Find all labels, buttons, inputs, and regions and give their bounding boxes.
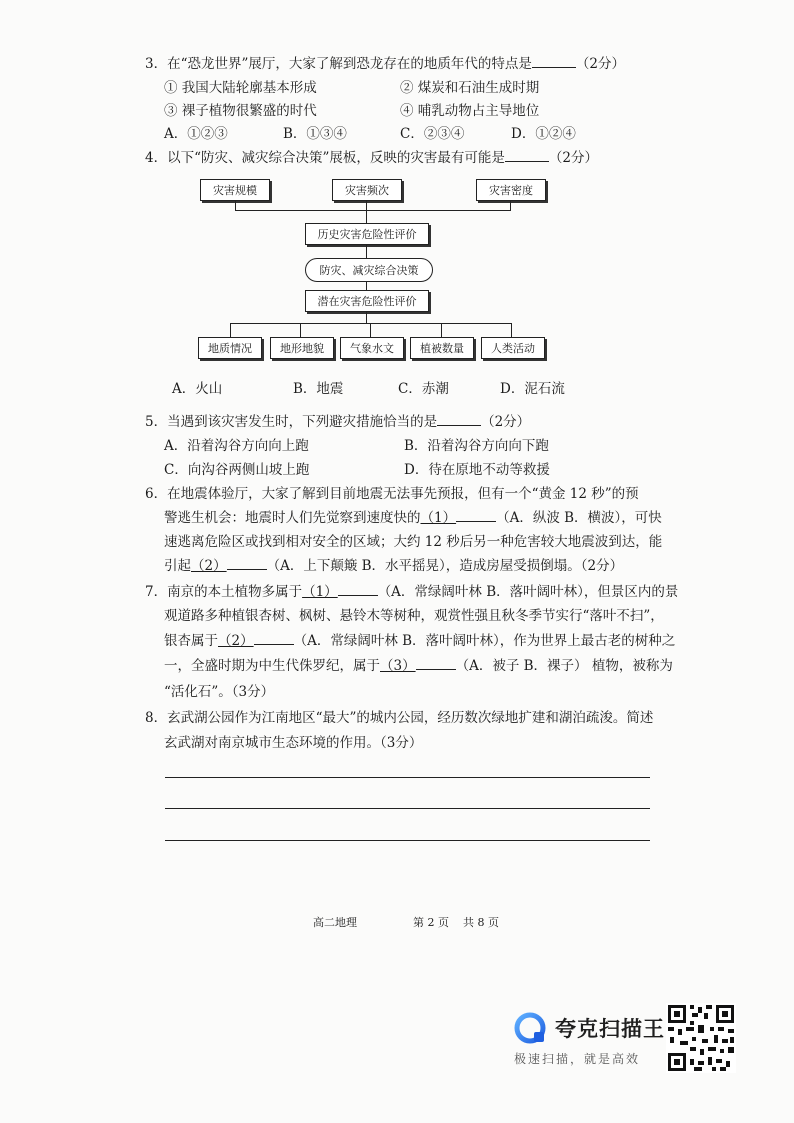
diagram-box-history: 历史灾害危险性评价	[305, 223, 429, 245]
q3-choice-d: D．①②④	[511, 126, 576, 142]
connector-line	[366, 281, 367, 290]
q3-answer-blank[interactable]	[532, 55, 576, 68]
q8-answer-line-2[interactable]	[165, 808, 650, 809]
q8-answer-line-3[interactable]	[165, 840, 650, 841]
diagram-box-potential: 潜在灾害危险性评价	[305, 290, 429, 312]
q4-stem-text: 4．以下“防灾、减灾综合决策”展板，反映的灾害最有可能是	[145, 150, 505, 166]
scanner-slogan: 极速扫描，就是高效	[514, 1052, 641, 1066]
q6-text: 引起	[164, 558, 191, 574]
q7-line-2: 观道路多种植银杏树、枫树、悬铃木等树种，观赏性强且秋冬季节实行“落叶不扫”，	[164, 608, 664, 624]
q3-choice-a: A．①②③	[164, 126, 228, 142]
scanner-brand-name: 夸克扫描王	[555, 1017, 665, 1041]
diagram-box-hydrology: 气象水文	[340, 337, 404, 359]
connector-line	[511, 323, 512, 337]
q7-line-3	[164, 629, 675, 649]
q6-text: （A．纵波 B．横波），可快	[496, 510, 662, 526]
q6-line-3: 速逃离危险区或找到相对安全的区域；大约 12 秒后另一种危害较大地震波到达，能	[164, 534, 663, 550]
q6-answer-blank-2[interactable]	[227, 557, 267, 570]
q4-choice-a: A．火山	[172, 381, 223, 397]
diagram-box-scale: 灾害规模	[200, 179, 270, 201]
q7-text: （A．常绿阔叶林 B．落叶阔叶林），但景区内的景	[377, 584, 679, 600]
q5-choice-c: C．向沟谷两侧山坡上跑	[164, 462, 310, 478]
diagram-box-center: 防灾、减灾综合决策	[305, 258, 433, 282]
q7-answer-blank-2[interactable]	[254, 632, 294, 645]
q8-line-1: 8．玄武湖公园作为江南地区“最大”的城内公园，经历数次绿地扩建和湖泊疏浚。简述	[145, 710, 654, 726]
q5-score: （2分）	[481, 414, 531, 430]
q7-text: 7．南京的本土植物多属于	[145, 584, 303, 600]
q3-stem-text: 3．在“恐龙世界”展厅，大家了解到恐龙存在的地质年代的特点是	[145, 56, 532, 72]
q6-line-4	[164, 554, 623, 574]
q5-stem-text: 5．当遇到该灾害发生时，下列避灾措施恰当的是	[145, 414, 438, 430]
q6-text: （A．上下颠簸 B．水平摇晃），造成房屋受损倒塌。（2分）	[266, 558, 624, 574]
diagram-box-vegetation: 植被数量	[410, 337, 474, 359]
q7-line-5: “活化石”。（3分）	[164, 684, 275, 700]
q7-text: 一，全盛时期为中生代侏罗纪，属于	[164, 658, 380, 674]
q3-choice-c: C．②③④	[400, 126, 465, 142]
q6-line-1: 6．在地震体验厅，大家了解到目前地震无法事先预报，但有一个“黄金 12 秒”的预	[145, 486, 639, 502]
q4-score: （2分）	[548, 150, 598, 166]
diagram-box-landform: 地形地貌	[270, 337, 334, 359]
q4-answer-blank[interactable]	[505, 149, 549, 162]
scanner-logo-icon	[512, 1010, 548, 1046]
q6-line-2	[164, 506, 662, 526]
q3-option-3: ③ 裸子植物很繁盛的时代	[164, 103, 317, 119]
q3-score: （2分）	[575, 56, 625, 72]
q8-line-2: 玄武湖对南京城市生态环境的作用。（3分）	[164, 735, 423, 751]
q7-blank-3-label: （3）	[380, 658, 416, 674]
q7-answer-blank-3[interactable]	[416, 657, 456, 670]
q8-answer-line-1[interactable]	[165, 777, 650, 778]
q5-stem	[145, 410, 530, 430]
q7-text: 银杏属于	[164, 633, 218, 649]
footer-page-number: 第 2 页	[413, 916, 449, 929]
q7-line-4	[164, 654, 673, 674]
footer-total-pages: 共 8 页	[463, 916, 499, 929]
q6-blank-1-label: （1）	[420, 510, 457, 526]
connector-line	[366, 245, 367, 258]
q4-choice-d: D．泥石流	[500, 381, 565, 397]
q4-choice-b: B．地震	[293, 381, 344, 397]
connector-line	[370, 323, 371, 337]
q5-choice-b: B．沿着沟谷方向向下跑	[404, 438, 549, 454]
q4-choice-c: C．赤潮	[398, 381, 449, 397]
q5-choice-a: A．沿着沟谷方向向上跑	[164, 438, 309, 454]
connector-line	[366, 210, 367, 223]
diagram-box-human: 人类活动	[481, 337, 545, 359]
q6-blank-2-label: （2）	[191, 558, 227, 574]
q4-stem	[145, 146, 598, 166]
q3-stem	[145, 52, 625, 72]
qr-code-icon	[666, 1003, 736, 1073]
q3-choice-b: B．①③④	[283, 126, 347, 142]
connector-line	[230, 323, 231, 337]
connector-line	[441, 323, 442, 337]
q3-option-2: ② 煤炭和石油生成时期	[400, 80, 540, 96]
q7-text: （A．被子 B．裸子） 植物，被称为	[455, 658, 673, 674]
q7-text: （A．常绿阔叶林 B．落叶阔叶林），作为世界上最古老的树种之	[293, 633, 676, 649]
q5-answer-blank[interactable]	[437, 413, 481, 426]
q7-blank-2-label: （2）	[218, 633, 254, 649]
diagram-box-density: 灾害密度	[476, 179, 546, 201]
diagram-box-frequency: 灾害频次	[332, 179, 402, 201]
connector-line	[300, 323, 301, 337]
q5-choice-d: D．待在原地不动等救援	[404, 462, 550, 478]
q7-answer-blank-1[interactable]	[338, 583, 378, 596]
q7-blank-1-label: （1）	[302, 584, 338, 600]
diagram-box-geology: 地质情况	[198, 337, 262, 359]
q6-answer-blank-1[interactable]	[456, 509, 496, 522]
q6-text: 警逃生机会：地震时人们先觉察到速度快的	[164, 510, 421, 526]
q3-option-1: ① 我国大陆轮廓基本形成	[164, 80, 317, 96]
footer-subject: 高二地理	[313, 916, 357, 929]
connector-line	[235, 210, 511, 211]
q3-option-4: ④ 哺乳动物占主导地位	[400, 103, 540, 119]
q7-line-1	[145, 580, 678, 600]
